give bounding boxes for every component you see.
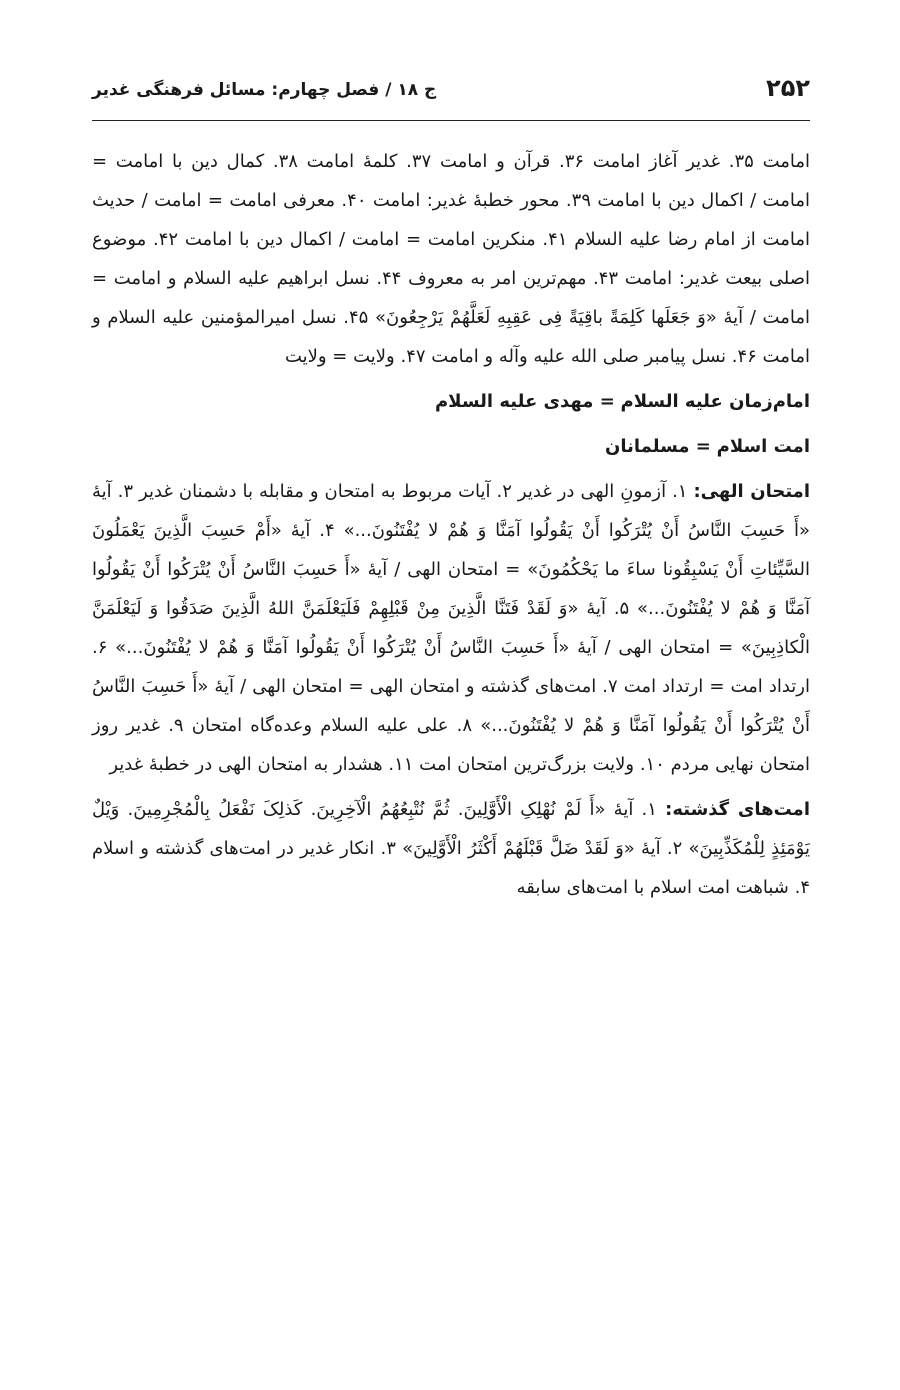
entry-term: امتحان الهی:: [693, 481, 810, 502]
running-head: ج ۱۸ / فصل چهارم: مسائل فرهنگی غدیر: [92, 80, 437, 100]
page-header: [92, 60, 810, 121]
entry-body: امامت ۳۵. غدیر آغاز امامت ۳۶. قرآن و امامت ۳۷. کلمهٔ امامت ۳۸. کمال دین با امامت = امامت / اکمال دین با امامت ۳۹. محور خطبهٔ غدیر: امامت ۴۰. معرفی امامت = امامت / حدیث امامت از امام رضا عليه السلام ۴۱. منکرین امامت = امامت / اکمال دین با امامت ۴۲. موضوع اصلی بیعت غدیر: امامت ۴۳. مهم‌ترین امر به معروف ۴۴. نسل ابراهیم عليه السلام و امامت = امامت / آیهٔ «وَ جَعَلَها کَلِمَةً باقِیَةً فِی عَقِبِهِ لَعَلَّهُمْ یَرْجِعُونَ» ۴۵. نسل امیرالمؤمنین عليه السلام و امامت ۴۶. نسل پیامبر صلى الله عليه وآله و امامت ۴۷. ولایت = ولایت: [92, 151, 811, 367]
entry-imam-zaman: [92, 382, 810, 421]
entry-emtehan-elahi: [92, 472, 810, 784]
entry-definition: = مسلمانان: [605, 436, 711, 457]
entry-imamat-continued: [92, 142, 810, 376]
entry-ommat-haye-gozashte: [92, 790, 810, 907]
page-content: [92, 142, 810, 913]
entry-body: ۱. آیهٔ «أَ لَمْ نُهْلِکِ الْأَوَّلِینَ. ثُمَّ نُتْبِعُهُمُ الْآخِرِینَ. کَذلِکَ نَفْعَلُ بِالْمُجْرِمِینَ. وَیْلٌ یَوْمَئِذٍ لِلْمُکَذِّبِینَ» ۲. آیهٔ «وَ لَقَدْ ضَلَّ قَبْلَهُمْ أَکْثَرُ الْأَوَّلِینَ» ۳. انکار غدیر در امت‌های گذشته و اسلام ۴. شباهت امت اسلام با امت‌های سابقه: [92, 799, 810, 898]
entry-definition: = مهدی عليه السلام: [434, 391, 615, 412]
page-number: ۲۵۲: [766, 74, 810, 102]
entry-ommat-eslam: [92, 427, 810, 466]
entry-term: امت اسلام: [716, 436, 810, 457]
entry-term: امام‌زمان عليه السلام: [620, 391, 810, 412]
entry-term: امت‌های گذشته:: [665, 799, 810, 820]
entry-body: ۱. آزمونِ الهی در غدیر ۲. آیات مربوط به امتحان و مقابله با دشمنان غدیر ۳. آیهٔ «أَ حَسِبَ النَّاسُ أَنْ یُتْرَکُوا أَنْ یَقُولُوا آمَنَّا وَ هُمْ لا یُفْتَنُونَ...» ۴. آیهٔ «أَمْ حَسِبَ الَّذِینَ یَعْمَلُونَ السَّیِّئاتِ أَنْ یَسْبِقُونا ساءَ ما یَحْکُمُونَ» = امتحان الهی / آیهٔ «أَ حَسِبَ النَّاسُ أَنْ یُتْرَکُوا أَنْ یَقُولُوا آمَنَّا وَ هُمْ لا یُفْتَنُونَ...» ۵. آیهٔ «وَ لَقَدْ فَتَنَّا الَّذِینَ مِنْ قَبْلِهِمْ فَلَیَعْلَمَنَّ اللهُ الَّذِینَ صَدَقُوا وَ لَیَعْلَمَنَّ الْکاذِبِینَ» = امتحان الهی / آیهٔ «أَ حَسِبَ النَّاسُ أَنْ یُتْرَکُوا أَنْ یَقُولُوا آمَنَّا وَ هُمْ لا یُفْتَنُونَ...» ۶. ارتداد امت = ارتداد امت ۷. امت‌های گذشته و امتحان الهی = امتحان الهی / آیهٔ «أَ حَسِبَ النَّاسُ أَنْ یُتْرَکُوا أَنْ یَقُولُوا آمَنَّا وَ هُمْ لا یُفْتَنُونَ...» ۸. علی عليه السلام وعده‌گاه امتحان ۹. غدیر روز امتحان نهایی مردم ۱۰. ولایت بزرگ‌ترین امتحان امت ۱۱. هشدار به امتحان الهی در خطبهٔ غدیر: [92, 481, 811, 775]
